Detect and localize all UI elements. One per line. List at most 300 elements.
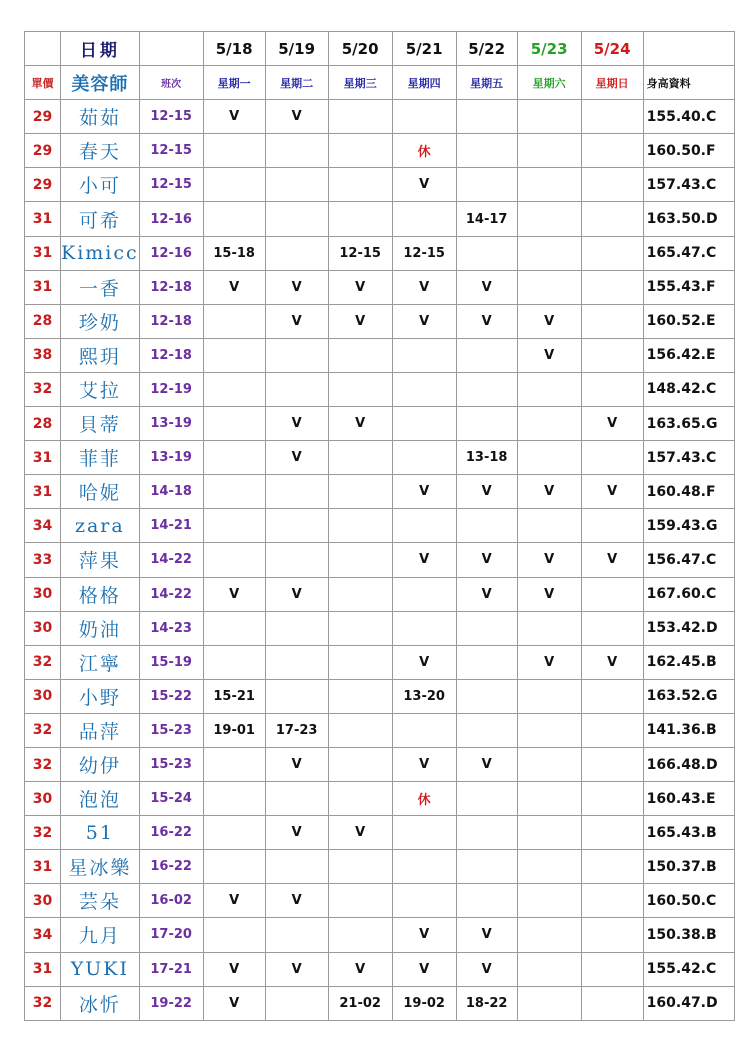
beautician-name: YUKI: [61, 952, 140, 986]
weekday-header-row: [25, 66, 735, 100]
blank-header-cell: [643, 32, 734, 66]
price-cell: 32: [25, 816, 61, 850]
schedule-cell: [517, 679, 581, 713]
blank-header-cell: [139, 32, 203, 66]
schedule-cell: [328, 202, 392, 236]
beautician-name: 幼伊: [61, 747, 140, 781]
corner-cell: [25, 32, 61, 66]
price-cell: 31: [25, 202, 61, 236]
schedule-cell: [517, 441, 581, 475]
price-column-label: 單價: [25, 66, 61, 100]
table-row: [25, 236, 735, 270]
schedule-cell: [517, 611, 581, 645]
table-row: [25, 338, 735, 372]
schedule-cell: V: [203, 884, 265, 918]
shift-cell: 16-22: [139, 816, 203, 850]
schedule-cell: [203, 645, 265, 679]
schedule-cell: 15-21: [203, 679, 265, 713]
schedule-cell: [265, 338, 328, 372]
schedule-cell: V: [392, 747, 456, 781]
beautician-name: 九月: [61, 918, 140, 952]
weekday-label: 星期四: [392, 66, 456, 100]
height-info-cell: 166.48.D: [643, 747, 734, 781]
beautician-name: 艾拉: [61, 372, 140, 406]
table-row: [25, 304, 735, 338]
price-cell: 29: [25, 134, 61, 168]
beautician-name: 星冰樂: [61, 850, 140, 884]
schedule-cell: V: [265, 577, 328, 611]
shift-cell: 13-19: [139, 407, 203, 441]
price-cell: 30: [25, 611, 61, 645]
price-cell: 31: [25, 952, 61, 986]
schedule-cell: 13-18: [456, 441, 517, 475]
height-info-cell: 148.42.C: [643, 372, 734, 406]
price-cell: 31: [25, 236, 61, 270]
schedule-cell: V: [203, 270, 265, 304]
schedule-cell: [456, 679, 517, 713]
height-info-cell: 159.43.G: [643, 509, 734, 543]
schedule-cell: [456, 134, 517, 168]
schedule-cell: [456, 816, 517, 850]
table-row: [25, 816, 735, 850]
shift-cell: 14-18: [139, 475, 203, 509]
schedule-cell: V: [392, 645, 456, 679]
height-info-cell: 163.65.G: [643, 407, 734, 441]
schedule-cell: V: [517, 543, 581, 577]
price-cell: 38: [25, 338, 61, 372]
schedule-cell: 休: [392, 134, 456, 168]
schedule-cell: 19-01: [203, 713, 265, 747]
schedule-cell: [265, 168, 328, 202]
price-cell: 32: [25, 713, 61, 747]
schedule-cell: [456, 100, 517, 134]
schedule-cell: [392, 884, 456, 918]
schedule-cell: V: [203, 986, 265, 1020]
schedule-cell: [203, 782, 265, 816]
schedule-cell: [265, 679, 328, 713]
shift-cell: 16-02: [139, 884, 203, 918]
table-row: [25, 168, 735, 202]
schedule-cell: [517, 407, 581, 441]
shift-cell: 15-23: [139, 747, 203, 781]
price-cell: 30: [25, 679, 61, 713]
schedule-cell: [392, 816, 456, 850]
schedule-cell: V: [328, 304, 392, 338]
schedule-cell: [265, 543, 328, 577]
schedule-cell: V: [517, 475, 581, 509]
shift-cell: 15-24: [139, 782, 203, 816]
shift-cell: 19-22: [139, 986, 203, 1020]
schedule-cell: [328, 679, 392, 713]
schedule-cell: [517, 747, 581, 781]
price-cell: 30: [25, 577, 61, 611]
shift-cell: 15-22: [139, 679, 203, 713]
schedule-cell: V: [392, 475, 456, 509]
schedule-cell: [328, 611, 392, 645]
schedule-cell: 14-17: [456, 202, 517, 236]
shift-cell: 15-19: [139, 645, 203, 679]
schedule-cell: V: [517, 577, 581, 611]
schedule-cell: V: [392, 168, 456, 202]
schedule-cell: [392, 577, 456, 611]
schedule-cell: [328, 372, 392, 406]
schedule-body: [25, 32, 735, 1021]
schedule-cell: V: [392, 543, 456, 577]
schedule-cell: [265, 918, 328, 952]
schedule-cell: [203, 816, 265, 850]
price-cell: 28: [25, 304, 61, 338]
schedule-cell: V: [581, 475, 643, 509]
schedule-cell: [517, 168, 581, 202]
table-row: [25, 986, 735, 1020]
schedule-cell: 18-22: [456, 986, 517, 1020]
schedule-cell: [581, 816, 643, 850]
table-row: [25, 850, 735, 884]
schedule-cell: V: [581, 407, 643, 441]
schedule-cell: V: [517, 304, 581, 338]
schedule-cell: [581, 747, 643, 781]
schedule-cell: V: [328, 270, 392, 304]
schedule-cell: [203, 338, 265, 372]
shift-cell: 12-18: [139, 270, 203, 304]
schedule-cell: [392, 407, 456, 441]
beautician-name: 泡泡: [61, 782, 140, 816]
name-column-label: 美容師: [61, 66, 140, 100]
schedule-cell: V: [265, 270, 328, 304]
schedule-cell: [328, 918, 392, 952]
schedule-cell: 15-18: [203, 236, 265, 270]
price-cell: 31: [25, 270, 61, 304]
height-info-cell: 167.60.C: [643, 577, 734, 611]
height-info-cell: 156.42.E: [643, 338, 734, 372]
schedule-cell: [328, 441, 392, 475]
height-info-cell: 153.42.D: [643, 611, 734, 645]
schedule-cell: [581, 509, 643, 543]
table-row: [25, 543, 735, 577]
height-info-cell: 141.36.B: [643, 713, 734, 747]
schedule-cell: [517, 100, 581, 134]
schedule-cell: [581, 611, 643, 645]
height-info-cell: 150.37.B: [643, 850, 734, 884]
schedule-cell: [328, 475, 392, 509]
price-cell: 29: [25, 100, 61, 134]
schedule-cell: V: [581, 645, 643, 679]
schedule-cell: 休: [392, 782, 456, 816]
schedule-cell: [581, 884, 643, 918]
schedule-cell: [203, 202, 265, 236]
schedule-cell: [203, 441, 265, 475]
table-row: [25, 782, 735, 816]
table-row: [25, 134, 735, 168]
schedule-cell: [203, 475, 265, 509]
date-cell: 5/22: [456, 32, 517, 66]
schedule-cell: V: [265, 747, 328, 781]
schedule-cell: [581, 679, 643, 713]
schedule-cell: V: [392, 952, 456, 986]
beautician-name: 小野: [61, 679, 140, 713]
schedule-cell: V: [328, 407, 392, 441]
schedule-cell: [517, 816, 581, 850]
schedule-cell: [581, 782, 643, 816]
schedule-cell: [456, 407, 517, 441]
date-cell-sunday: 5/24: [581, 32, 643, 66]
schedule-cell: [581, 338, 643, 372]
height-info-cell: 157.43.C: [643, 168, 734, 202]
price-cell: 30: [25, 884, 61, 918]
schedule-cell: [581, 372, 643, 406]
schedule-cell: [265, 782, 328, 816]
beautician-name: 奶油: [61, 611, 140, 645]
schedule-cell: 19-02: [392, 986, 456, 1020]
height-info-cell: 160.50.F: [643, 134, 734, 168]
schedule-cell: 12-15: [392, 236, 456, 270]
schedule-cell: [581, 918, 643, 952]
schedule-cell: [392, 611, 456, 645]
schedule-cell: V: [328, 816, 392, 850]
shift-cell: 12-18: [139, 338, 203, 372]
schedule-cell: [392, 100, 456, 134]
schedule-cell: [517, 782, 581, 816]
schedule-cell: [265, 372, 328, 406]
schedule-cell: [517, 713, 581, 747]
schedule-cell: [456, 236, 517, 270]
weekday-label: 星期二: [265, 66, 328, 100]
schedule-cell: [581, 713, 643, 747]
date-header-row: [25, 32, 735, 66]
schedule-cell: [392, 509, 456, 543]
schedule-cell: [456, 884, 517, 918]
schedule-cell: V: [392, 270, 456, 304]
schedule-cell: [581, 304, 643, 338]
schedule-cell: [581, 441, 643, 475]
beautician-name: zara: [61, 509, 140, 543]
schedule-cell: V: [456, 747, 517, 781]
schedule-cell: [517, 918, 581, 952]
schedule-cell: [456, 645, 517, 679]
schedule-cell: V: [265, 816, 328, 850]
schedule-cell: [392, 338, 456, 372]
schedule-cell: V: [581, 543, 643, 577]
schedule-cell: [581, 952, 643, 986]
date-cell: 5/18: [203, 32, 265, 66]
table-row: [25, 884, 735, 918]
schedule-cell: [265, 611, 328, 645]
shift-cell: 12-18: [139, 304, 203, 338]
schedule-cell: V: [456, 543, 517, 577]
schedule-cell: [265, 475, 328, 509]
price-cell: 28: [25, 407, 61, 441]
shift-cell: 12-19: [139, 372, 203, 406]
schedule-cell: V: [392, 304, 456, 338]
schedule-cell: [265, 509, 328, 543]
schedule-cell: [581, 168, 643, 202]
table-row: [25, 509, 735, 543]
schedule-cell: [392, 441, 456, 475]
schedule-cell: [581, 270, 643, 304]
beautician-name: 菲菲: [61, 441, 140, 475]
price-cell: 29: [25, 168, 61, 202]
schedule-cell: [581, 134, 643, 168]
beautician-name: 珍奶: [61, 304, 140, 338]
schedule-cell: [456, 338, 517, 372]
schedule-cell: [203, 509, 265, 543]
schedule-cell: V: [265, 441, 328, 475]
schedule-cell: 12-15: [328, 236, 392, 270]
beautician-name: 哈妮: [61, 475, 140, 509]
schedule-cell: [203, 168, 265, 202]
weekday-label: 星期一: [203, 66, 265, 100]
table-row: [25, 747, 735, 781]
price-cell: 34: [25, 509, 61, 543]
price-cell: 32: [25, 986, 61, 1020]
schedule-cell: [265, 850, 328, 884]
schedule-cell: [456, 372, 517, 406]
schedule-cell: [456, 850, 517, 884]
schedule-cell: [456, 168, 517, 202]
height-info-cell: 156.47.C: [643, 543, 734, 577]
beautician-name: 51: [61, 816, 140, 850]
schedule-cell: [328, 782, 392, 816]
shift-cell: 17-20: [139, 918, 203, 952]
schedule-cell: [203, 850, 265, 884]
schedule-cell: [203, 372, 265, 406]
beautician-name: 春天: [61, 134, 140, 168]
schedule-cell: [517, 986, 581, 1020]
schedule-cell: [517, 236, 581, 270]
beautician-name: 茹茹: [61, 100, 140, 134]
schedule-cell: [328, 543, 392, 577]
schedule-cell: [517, 884, 581, 918]
schedule-cell: [265, 134, 328, 168]
schedule-cell: [328, 338, 392, 372]
schedule-cell: [581, 202, 643, 236]
schedule-cell: [517, 952, 581, 986]
schedule-cell: [581, 986, 643, 1020]
height-info-cell: 160.43.E: [643, 782, 734, 816]
schedule-cell: [517, 509, 581, 543]
schedule-cell: [456, 782, 517, 816]
height-info-cell: 157.43.C: [643, 441, 734, 475]
schedule-cell: [203, 747, 265, 781]
info-column-label: 身高資料: [643, 66, 734, 100]
price-cell: 31: [25, 475, 61, 509]
schedule-cell: 13-20: [392, 679, 456, 713]
height-info-cell: 165.43.B: [643, 816, 734, 850]
date-cell: 5/21: [392, 32, 456, 66]
schedule-cell: [328, 577, 392, 611]
schedule-cell: [328, 884, 392, 918]
schedule-cell: [581, 577, 643, 611]
price-cell: 34: [25, 918, 61, 952]
height-info-cell: 162.45.B: [643, 645, 734, 679]
height-info-cell: 155.40.C: [643, 100, 734, 134]
schedule-cell: [328, 713, 392, 747]
shift-cell: 14-22: [139, 543, 203, 577]
schedule-cell: [581, 100, 643, 134]
shift-cell: 17-21: [139, 952, 203, 986]
shift-cell: 12-16: [139, 236, 203, 270]
table-row: [25, 611, 735, 645]
schedule-cell: [203, 407, 265, 441]
schedule-cell: V: [517, 338, 581, 372]
beautician-name: 熙玥: [61, 338, 140, 372]
price-cell: 30: [25, 782, 61, 816]
schedule-cell: [265, 986, 328, 1020]
height-info-cell: 160.47.D: [643, 986, 734, 1020]
beautician-name: 冰忻: [61, 986, 140, 1020]
height-info-cell: 155.42.C: [643, 952, 734, 986]
table-row: [25, 918, 735, 952]
table-row: [25, 713, 735, 747]
schedule-cell: V: [328, 952, 392, 986]
price-cell: 32: [25, 645, 61, 679]
weekday-label-sunday: 星期日: [581, 66, 643, 100]
beautician-name: 貝蒂: [61, 407, 140, 441]
schedule-cell: [203, 543, 265, 577]
beautician-name: 芸朵: [61, 884, 140, 918]
schedule-cell: [328, 645, 392, 679]
schedule-cell: [581, 236, 643, 270]
schedule-cell: V: [456, 952, 517, 986]
schedule-cell: [328, 134, 392, 168]
schedule-cell: V: [203, 100, 265, 134]
schedule-cell: [328, 100, 392, 134]
height-info-cell: 160.48.F: [643, 475, 734, 509]
shift-column-label: 班次: [139, 66, 203, 100]
height-info-cell: 155.43.F: [643, 270, 734, 304]
schedule-cell: [581, 850, 643, 884]
table-row: [25, 645, 735, 679]
schedule-cell: V: [265, 407, 328, 441]
schedule-cell: [456, 509, 517, 543]
schedule-cell: V: [517, 645, 581, 679]
schedule-cell: V: [265, 952, 328, 986]
schedule-cell: [265, 236, 328, 270]
schedule-cell: [328, 509, 392, 543]
schedule-cell: 17-23: [265, 713, 328, 747]
schedule-cell: [392, 713, 456, 747]
schedule-cell: [203, 611, 265, 645]
beautician-name: 一香: [61, 270, 140, 304]
schedule-cell: V: [456, 270, 517, 304]
schedule-cell: [203, 134, 265, 168]
schedule-cell: [203, 918, 265, 952]
schedule-cell: [265, 645, 328, 679]
schedule-cell: 21-02: [328, 986, 392, 1020]
price-cell: 32: [25, 747, 61, 781]
schedule-cell: [265, 202, 328, 236]
schedule-cell: [392, 850, 456, 884]
schedule-cell: [517, 270, 581, 304]
schedule-cell: V: [392, 918, 456, 952]
table-row: [25, 441, 735, 475]
schedule-cell: V: [265, 304, 328, 338]
beautician-name: Kimicc: [61, 236, 140, 270]
height-info-cell: 163.50.D: [643, 202, 734, 236]
table-row: [25, 679, 735, 713]
shift-cell: 12-16: [139, 202, 203, 236]
height-info-cell: 150.38.B: [643, 918, 734, 952]
beautician-name: 可希: [61, 202, 140, 236]
price-cell: 33: [25, 543, 61, 577]
table-row: [25, 952, 735, 986]
height-info-cell: 160.50.C: [643, 884, 734, 918]
schedule-cell: V: [456, 577, 517, 611]
beautician-name: 格格: [61, 577, 140, 611]
beautician-name: 品萍: [61, 713, 140, 747]
shift-cell: 15-23: [139, 713, 203, 747]
schedule-cell: [517, 372, 581, 406]
